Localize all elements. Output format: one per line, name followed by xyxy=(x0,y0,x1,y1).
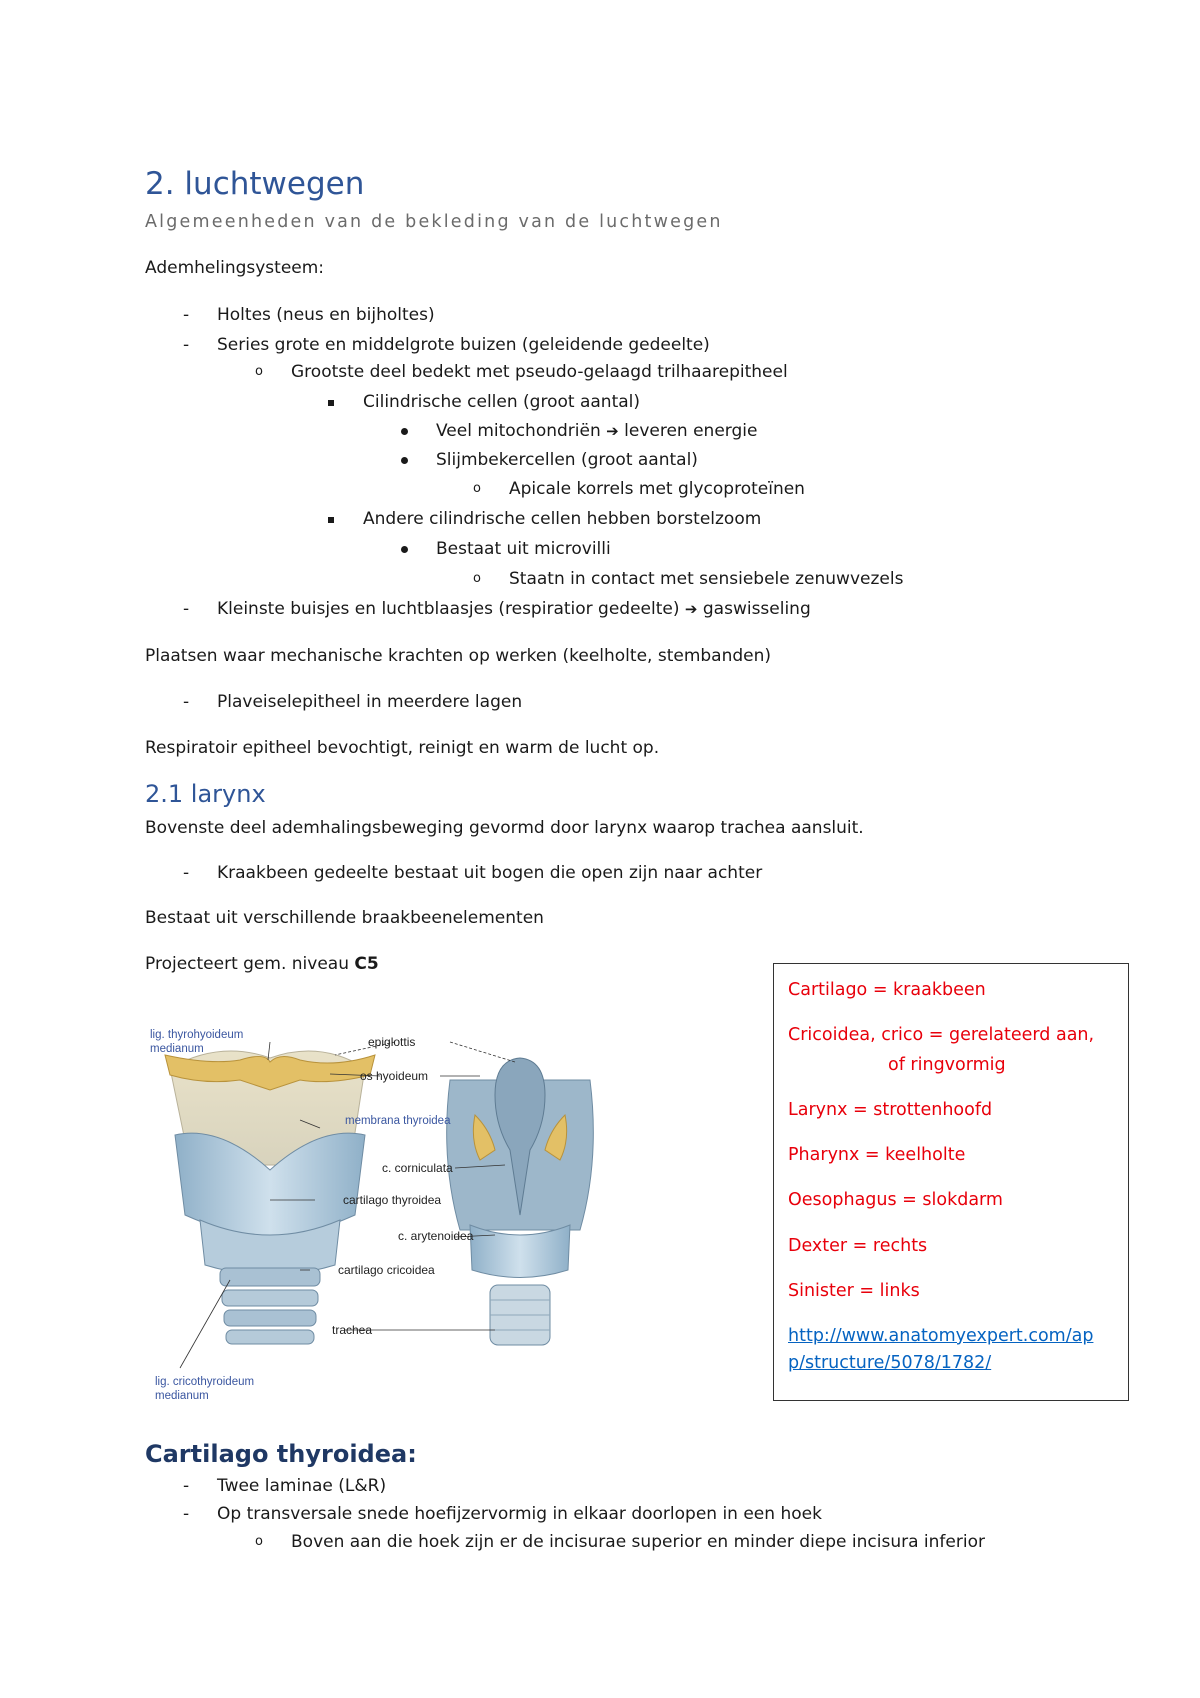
paragraph: Projecteert gem. niveau C5 xyxy=(145,954,379,974)
label-c-corniculata: c. corniculata xyxy=(382,1161,453,1175)
dash-bullet: - xyxy=(183,863,190,883)
dash-bullet: - xyxy=(183,692,190,712)
list-item: Bestaat uit microvilli xyxy=(436,539,611,559)
paragraph: Respiratoir epitheel bevochtigt, reinigt en warm de lucht op. xyxy=(145,738,660,758)
larynx-illustration xyxy=(150,1000,670,1412)
dash-bullet: - xyxy=(183,1504,190,1524)
label-cartilago-thyroidea: cartilago thyroidea xyxy=(343,1193,442,1207)
square-bullet-icon xyxy=(328,517,334,523)
circle-bullet: o xyxy=(255,1534,263,1549)
glossary-entry: Larynx = strottenhoofd xyxy=(788,1100,993,1120)
list-item: Series grote en middelgrote buizen (geleidende gedeelte) xyxy=(217,335,710,355)
subtitle: Algemeenheden van de bekleding van de luchtwegen xyxy=(145,212,723,232)
label-os-hyoideum: os hyoideum xyxy=(360,1069,429,1083)
glossary-entry: Dexter = rechts xyxy=(788,1236,928,1256)
label-cartilago-cricoidea: cartilago cricoidea xyxy=(338,1263,435,1277)
list-item: Kraakbeen gedeelte bestaat uit bogen die open zijn naar achter xyxy=(217,863,763,883)
larynx-posterior-view xyxy=(447,1058,594,1345)
paragraph: Plaatsen waar mechanische krachten op werken (keelholte, stembanden) xyxy=(145,646,772,666)
list-item: Kleinste buisjes en luchtblaasjes (respiratior gedeelte) ➔ gaswisseling xyxy=(217,599,811,619)
heading-larynx: 2.1 larynx xyxy=(145,780,266,808)
list-item: Twee laminae (L&R) xyxy=(217,1476,387,1496)
dash-bullet: - xyxy=(183,335,190,355)
circle-bullet: o xyxy=(255,364,263,379)
dash-bullet: - xyxy=(183,305,190,325)
list-item: Slijmbekercellen (groot aantal) xyxy=(436,450,698,470)
glossary-entry: of ringvormig xyxy=(888,1055,1006,1075)
label-trachea: trachea xyxy=(332,1323,373,1337)
list-item: Andere cilindrische cellen hebben borstelzoom xyxy=(363,509,762,529)
arrow-right-icon: ➔ xyxy=(606,422,619,440)
label-lig-thyrohyoideum: lig. thyrohyoideum xyxy=(150,1029,244,1041)
glossary-entry: Oesophagus = slokdarm xyxy=(788,1190,1003,1210)
list-item: Veel mitochondriën ➔ leveren energie xyxy=(436,421,758,441)
glossary-entry: Cricoidea, crico = gerelateerd aan, xyxy=(788,1025,1095,1045)
dot-bullet-icon xyxy=(401,428,408,435)
list-item: Cilindrische cellen (groot aantal) xyxy=(363,392,641,412)
dot-bullet-icon xyxy=(401,546,408,553)
list-item: Plaveiselepitheel in meerdere lagen xyxy=(217,692,523,712)
label-lig-cricothyroideum: lig. cricothyroideum xyxy=(155,1376,255,1388)
list-item: Holtes (neus en bijholtes) xyxy=(217,305,435,325)
circle-bullet: o xyxy=(473,571,481,586)
label-epiglottis: epiglottis xyxy=(368,1035,416,1049)
glossary-entry: Cartilago = kraakbeen xyxy=(788,980,986,1000)
label-lig-cricothyroideum-2: medianum xyxy=(155,1390,209,1402)
anatomyexpert-link-cont[interactable]: p/structure/5078/1782/ xyxy=(788,1353,992,1373)
label-c-arytenoidea: c. arytenoidea xyxy=(398,1229,474,1243)
list-item: Staatn in contact met sensiebele zenuwvezels xyxy=(509,569,904,589)
label-lig-thyrohyoideum-2: medianum xyxy=(150,1043,204,1055)
heading-luchtwegen: 2. luchtwegen xyxy=(145,166,365,202)
list-item: Grootste deel bedekt met pseudo-gelaagd trilhaarepitheel xyxy=(291,362,788,382)
anatomyexpert-link[interactable]: http://www.anatomyexpert.com/ap xyxy=(788,1326,1094,1346)
glossary-entry: Pharynx = keelholte xyxy=(788,1145,966,1165)
square-bullet-icon xyxy=(328,400,334,406)
glossary-box xyxy=(773,963,1129,1401)
arrow-right-icon: ➔ xyxy=(684,600,698,618)
glossary-entry: Sinister = links xyxy=(788,1281,920,1301)
paragraph: Bestaat uit verschillende braakbeenelementen xyxy=(145,908,544,928)
dash-bullet: - xyxy=(183,599,190,619)
heading-cartilago-thyroidea: Cartilago thyroidea: xyxy=(145,1440,417,1468)
dot-bullet-icon xyxy=(401,457,408,464)
intro-text: Ademhelingsysteem: xyxy=(145,258,325,278)
label-membrana-thyroidea: membrana thyroidea xyxy=(345,1115,451,1127)
circle-bullet: o xyxy=(473,481,481,496)
list-item: Apicale korrels met glycoproteïnen xyxy=(509,479,805,499)
dash-bullet: - xyxy=(183,1476,190,1496)
paragraph: Bovenste deel ademhalingsbeweging gevormd door larynx waarop trachea aansluit. xyxy=(145,818,864,838)
list-item: Op transversale snede hoefijzervormig in elkaar doorlopen in een hoek xyxy=(217,1504,822,1524)
list-item: Boven aan die hoek zijn er de incisurae superior en minder diepe incisura inferior xyxy=(291,1532,985,1552)
